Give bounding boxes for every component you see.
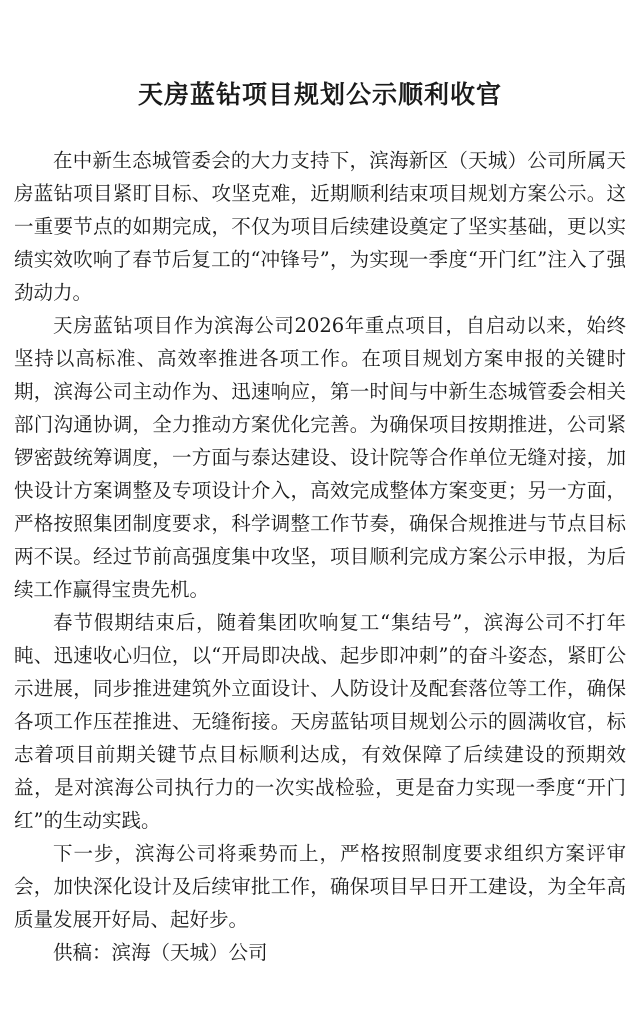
article-paragraph-2: 天房蓝钻项目作为滨海公司2026年重点项目，自启动以来，始终坚持以高标准、高效率推进各项工作。在项目规划方案申报的关键时期，滨海公司主动作为、迅速响应，第一时间与中新生态城管委会相关部门沟通协调，全力推动方案优化完善。为确保项目按期推进，公司紧锣密鼓统筹调度，一方面与泰达建设、设计院等合作单位无缝对接，加快设计方案调整及专项设计介入，高效完成整体方案变更；另一方面，严格按照集团制度要求，科学调整工作节奏，确保合规推进与节点目标两不误。经过节前高强度集中攻坚，项目顺利完成方案公示申报，为后续工作赢得宝贵先机。 bbox=[14, 314, 626, 601]
article-body bbox=[14, 144, 626, 969]
article-credit: 供稿：滨海（天城）公司 bbox=[53, 941, 268, 964]
article-paragraph-3: 春节假期结束后，随着集团吹响复工“集结号”，滨海公司不打年盹、迅速收心归位，以“开局即决战、起步即冲刺”的奋斗姿态，紧盯公示进展，同步推进建筑外立面设计、人防设计及配套落位等工作，确保各项工作压茬推进、无缝衔接。天房蓝钻项目规划公示的圆满收官，标志着项目前期关键节点目标顺利达成，有效保障了后续建设的预期效益，是对滨海公司执行力的一次实战检验，更是奋力实现一季度“开门红”的生动实践。 bbox=[14, 611, 626, 832]
article-paragraph-1: 在中新生态城管委会的大力支持下，滨海新区（天城）公司所属天房蓝钻项目紧盯目标、攻坚克难，近期顺利结束项目规划方案公示。这一重要节点的如期完成，不仅为项目后续建设奠定了坚实基础，更以实绩实效吹响了春节后复工的“冲锋号”，为实现一季度“开门红”注入了强劲动力。 bbox=[14, 149, 626, 304]
article-paragraph-4: 下一步，滨海公司将乘势而上，严格按照制度要求组织方案评审会，加快深化设计及后续审批工作，确保项目早日开工建设，为全年高质量发展开好局、起好步。 bbox=[14, 842, 626, 931]
article-title: 天房蓝钻项目规划公示顺利收官 bbox=[137, 80, 502, 109]
